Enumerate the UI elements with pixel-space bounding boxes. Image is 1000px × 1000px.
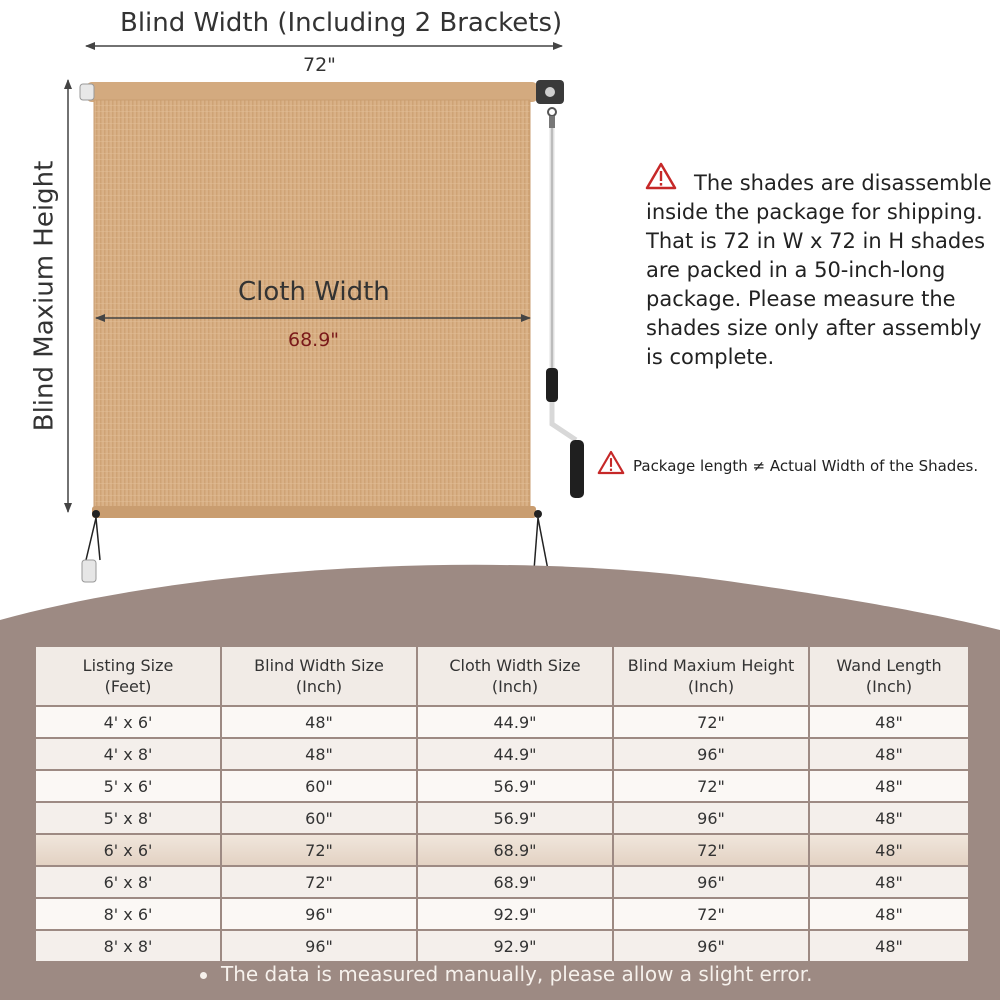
table-row [36,899,968,929]
cell: 4' x 6' [36,707,222,737]
note-line: inside the package for shipping. [646,200,983,224]
table-header-row [36,647,968,705]
cell: 96" [614,931,810,961]
note-line: is complete. [646,345,775,369]
table-row [36,867,968,897]
header-listing-size: Listing Size (Feet) [36,647,222,705]
cell: 56.9" [418,771,614,801]
cell: 96" [222,931,418,961]
size-spec-table [36,645,968,963]
cell: 72" [614,899,810,929]
cell: 56.9" [418,803,614,833]
cell: 72" [222,867,418,897]
roller-tube [86,82,538,102]
table-row [36,931,968,961]
package-length-note: Package length ≠ Actual Width of the Shades. [633,457,979,475]
header-wand-length: Wand Length (Inch) [810,647,968,705]
note-line: That is 72 in W x 72 in H shades [646,229,986,253]
blind-width-title: Blind Width (Including 2 Brackets) [120,8,563,38]
cell: 72" [222,835,418,865]
cell: 48" [810,867,968,897]
warning-triangle-icon [597,450,625,475]
table-row [36,803,968,833]
table-row [36,707,968,737]
cloth-width-title: Cloth Width [238,277,390,307]
cell: 48" [810,835,968,865]
cell: 48" [810,899,968,929]
cell: 6' x 6' [36,835,222,865]
cell: 96" [614,803,810,833]
cell: 48" [810,771,968,801]
cell: 5' x 6' [36,771,222,801]
cell: 48" [810,739,968,769]
cell: 5' x 8' [36,803,222,833]
note-line: The shades are disassemble [694,171,992,195]
cell: 68.9" [418,835,614,865]
cell: 60" [222,771,418,801]
cell: 8' x 6' [36,899,222,929]
header-blind-width: Blind Width Size (Inch) [222,647,418,705]
disclaimer-text: The data is measured manually, please allow a slight error. [221,962,813,986]
cell: 96" [222,899,418,929]
table-row [36,739,968,769]
cell: 96" [614,867,810,897]
cell: 96" [614,739,810,769]
cell: 4' x 8' [36,739,222,769]
blind-width-value: 72" [303,54,336,76]
header-blind-height: Blind Maxium Height (Inch) [614,647,810,705]
bullet-icon [200,972,207,979]
cell: 48" [222,739,418,769]
cloth-width-value: 68.9" [288,329,340,351]
header-cloth-width: Cloth Width Size (Inch) [418,647,614,705]
cell: 60" [222,803,418,833]
shipping-note [646,169,996,372]
note-line: shades size only after assembly [646,316,982,340]
cell: 72" [614,835,810,865]
cell: 72" [614,707,810,737]
height-label: Blind Maxium Height [29,160,59,432]
table-row [36,771,968,801]
cell: 92.9" [418,931,614,961]
cell: 44.9" [418,739,614,769]
measurement-disclaimer [200,962,812,986]
cell: 72" [614,771,810,801]
note-line: package. Please measure the [646,287,956,311]
cell: 48" [810,707,968,737]
cell: 44.9" [418,707,614,737]
cell: 48" [810,803,968,833]
cell: 68.9" [418,867,614,897]
bottom-rail [92,506,536,518]
cell: 48" [222,707,418,737]
cell: 48" [810,931,968,961]
cell: 8' x 8' [36,931,222,961]
table-row-highlighted [36,835,968,865]
note-line: are packed in a 50-inch-long [646,258,946,282]
cell: 6' x 8' [36,867,222,897]
cell: 92.9" [418,899,614,929]
